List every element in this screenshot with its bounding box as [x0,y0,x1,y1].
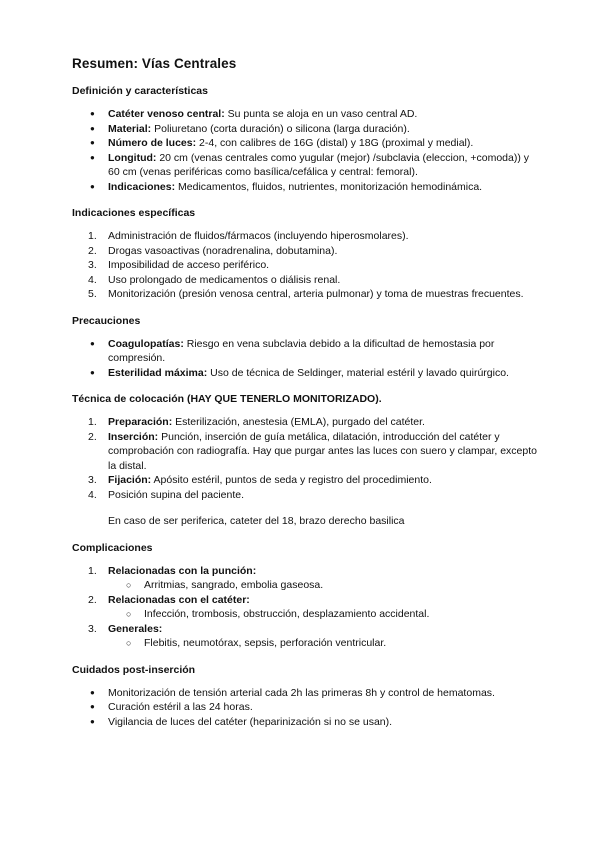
item-label: Fijación: [108,474,152,486]
note-text: En caso de ser periferica, cateter del 18, brazo derecho basilica [108,515,405,527]
item-label: Catéter venoso central: [108,108,225,120]
bullet-list [72,686,540,730]
item-text: Monitorización (presión venosa central, arteria pulmonar) y toma de muestras frecuentes. [108,288,524,300]
section-complicaciones [72,542,540,651]
section-tecnica [72,393,540,529]
list-item [72,430,540,474]
item-label: Indicaciones: [108,180,176,193]
item-number: 2. [88,430,97,443]
item-text: Apósito estéril, puntos de seda y registro del procedimiento. [151,474,432,486]
list-item: ● Monitorización de tensión arterial cada 2h las primeras 8h y control de hematomas. [72,686,540,701]
numbered-list [72,415,540,502]
item-number: 4. [88,488,97,501]
item-text: Uso de técnica de Seldinger, material estéril y lavado quirúrgico. [207,366,509,379]
item-label: Inserción: [108,430,159,443]
section-heading: Complicaciones [72,541,153,554]
item-text: Punción, inserción de guía metálica, dilatación, introducción del catéter y comprobación con radiografía. Hay que purgar antes las luces con suero y clampar, excepto la distal. [108,430,537,472]
item-number: 3. [88,259,97,271]
bullet-list [72,337,540,381]
list-item [72,122,540,137]
list-item [72,107,540,122]
item-label: Relacionadas con la punción: [108,564,257,577]
section-heading: Definición y características [72,85,208,97]
list-item [72,622,540,651]
section-cuidados [72,664,540,730]
list-item [72,337,540,366]
list-item [72,258,540,273]
sub-list-item: ○ Arritmias, sangrado, embolia gaseosa. [108,578,540,593]
item-number: 3. [88,622,97,635]
item-text: Poliuretano (corta duración) o silicona (larga duración). [151,122,410,135]
item-text: Esterilización, anestesia (EMLA), purgado del catéter. [172,416,425,428]
numbered-list [72,564,540,651]
bullet-list [72,107,540,194]
section-heading: Precauciones [72,314,141,327]
item-label: Longitud: [108,151,157,164]
sub-list [108,607,540,622]
list-item [72,244,540,259]
list-item: ● Vigilancia de luces del catéter (heparinización si no se usan). [72,715,540,730]
sub-list-item: ○ Infección, trombosis, obstrucción, desplazamiento accidental. [108,607,540,622]
item-text: Administración de fluidos/fármacos (incluyendo hiperosmolares). [108,230,409,242]
item-number: 5. [88,288,97,300]
item-number: 1. [88,564,97,577]
list-item [72,287,540,302]
list-item [72,229,540,244]
sub-list [108,636,540,651]
list-item [72,366,540,381]
section-heading: Indicaciones específicas [72,207,196,219]
list-item [72,273,540,288]
item-number: 2. [88,593,97,606]
list-item [72,488,540,503]
item-text: 2-4, con calibres de 16G (distal) y 18G (proximal y medial). [196,137,474,149]
item-number: 1. [88,416,97,428]
page-title: Resumen: Vías Centrales [72,56,237,71]
list-item [72,136,540,151]
item-text: Posición supina del paciente. [108,488,245,501]
list-item [72,473,540,488]
list-item [72,151,540,180]
item-text: 20 cm (venas centrales como yugular (mejor) /subclavia (eleccion, +comoda)) y 60 cm (venas periféricas como basílica/cefálica y central: femoral). [108,151,530,178]
list-item [72,180,540,195]
item-text: Riesgo en vena subclavia debido a la dificultad de hemostasia por compresión. [108,337,495,364]
item-text: Su punta se aloja en un vaso central AD. [224,108,418,120]
item-number: 2. [88,244,97,257]
item-text: Imposibilidad de acceso periférico. [108,259,270,271]
item-label: Generales: [108,622,163,635]
section-indicaciones [72,207,540,302]
item-number: 1. [88,230,97,242]
item-text: Medicamentos, fluidos, nutrientes, monitorización hemodinámica. [175,180,483,193]
item-label: Relacionadas con el catéter: [108,593,250,606]
list-item [72,593,540,622]
item-text: Drogas vasoactivas (noradrenalina, dobutamina). [108,244,338,257]
item-number: 3. [88,474,97,486]
list-item: ● Curación estéril a las 24 horas. [72,700,540,715]
section-heading: Cuidados post-inserción [72,663,196,676]
list-item [72,564,540,593]
numbered-list [72,229,540,302]
sub-list [108,578,540,593]
item-number: 4. [88,273,97,286]
section-heading: Técnica de colocación (HAY QUE TENERLO MONITORIZADO). [72,393,382,405]
sub-list-item: ○ Flebitis, neumotórax, sepsis, perforación ventricular. [108,636,540,651]
section-definicion [72,85,540,194]
item-label: Esterilidad máxima: [108,366,208,379]
section-precauciones [72,315,540,381]
item-text: Uso prolongado de medicamentos o diálisis renal. [108,273,341,286]
list-item [72,415,540,430]
item-label: Coagulopatías: [108,337,184,350]
item-label: Preparación: [108,416,173,428]
item-label: Número de luces: [108,137,197,149]
item-label: Material: [108,122,152,135]
